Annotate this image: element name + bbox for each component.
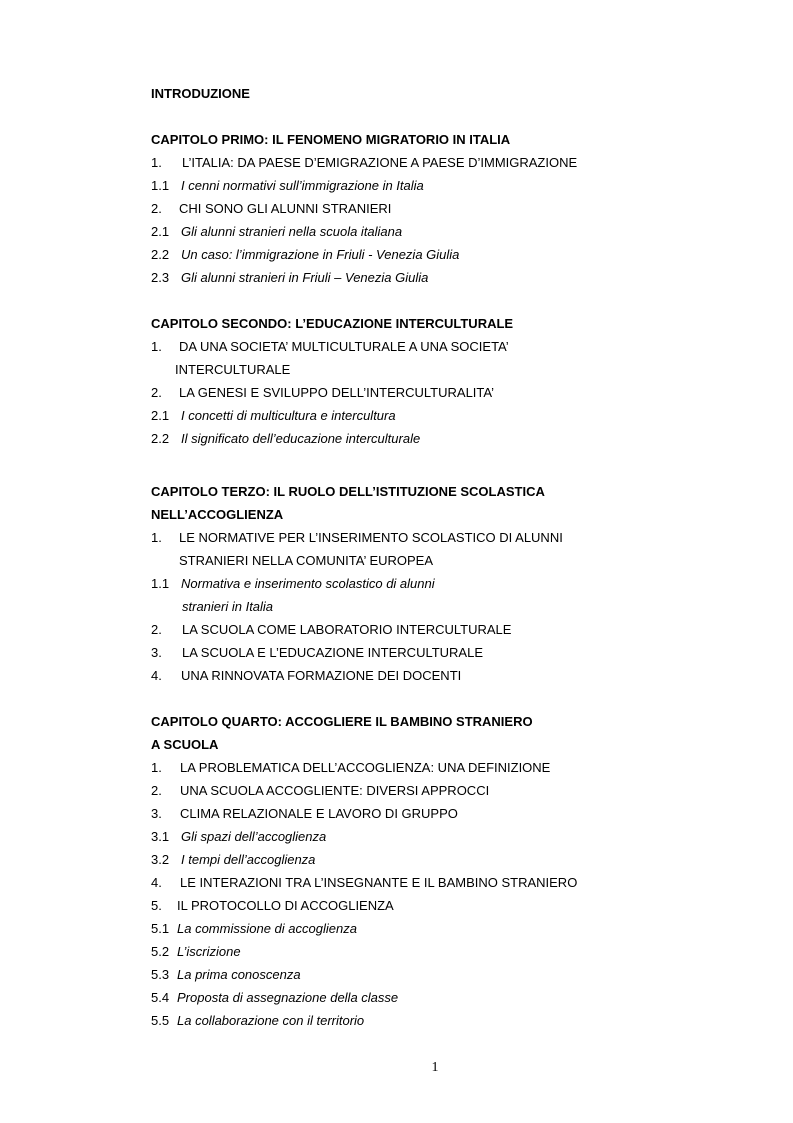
entry-text: IL PROTOCOLLO DI ACCOGLIENZA [177,898,394,913]
entry-text: CLIMA RELAZIONALE E LAVORO DI GRUPPO [180,806,458,821]
entry-text: Gli spazi dell’accoglienza [181,829,327,844]
entry-text: UNA SCUOLA ACCOGLIENTE: DIVERSI APPROCCI [180,783,490,798]
chapter-2-title: CAPITOLO SECONDO: L’EDUCAZIONE INTERCULTURALE [151,316,514,331]
entry-text: LA PROBLEMATICA DELL’ACCOGLIENZA: UNA DEFINIZIONE [180,760,551,775]
toc-entry [151,247,459,263]
entry-text: Gli alunni stranieri nella scuola italiana [181,224,403,239]
entry-number: 5.1 [151,921,170,936]
toc-entry [151,967,301,983]
toc-entry [151,760,550,776]
toc-entry [151,178,424,194]
chapter-3-title-continued: NELL’ACCOGLIENZA [151,507,284,522]
entry-number: 3. [151,806,162,821]
entry-text: Gli alunni stranieri in Friuli – Venezia Giulia [181,270,429,285]
entry-number: 1.1 [151,576,170,591]
entry-text: I cenni normativi sull’immigrazione in Italia [181,178,424,193]
entry-text: LA SCUOLA E L’EDUCAZIONE INTERCULTURALE [182,645,484,660]
toc-entry [151,806,458,822]
toc-entry [151,408,396,424]
entry-number: 5.5 [151,1013,170,1028]
entry-text: LE INTERAZIONI TRA L’INSEGNANTE E IL BAMBINO STRANIERO [180,875,578,890]
entry-number: 1. [151,530,162,545]
toc-entry [151,270,428,286]
toc-entry [151,783,489,799]
entry-number: 5.2 [151,944,170,959]
entry-text: UNA RINNOVATA FORMAZIONE DEI DOCENTI [181,668,462,683]
entry-number: 2. [151,622,162,637]
entry-number: 5. [151,898,162,913]
entry-number: 1. [151,155,162,170]
entry-text: LA SCUOLA COME LABORATORIO INTERCULTURALE [182,622,512,637]
toc-entry [151,898,394,914]
toc-entry [151,990,398,1006]
toc-entry [151,599,273,615]
toc-entry [151,385,494,401]
entry-text: I concetti di multicultura e intercultura [181,408,396,423]
toc-entry [151,155,577,171]
entry-text: La prima conoscenza [177,967,301,982]
entry-text: Proposta di assegnazione della classe [177,990,399,1005]
entry-number: 2.2 [151,247,170,262]
entry-number: 1. [151,339,162,354]
entry-number: 4. [151,668,162,683]
entry-number: 5.4 [151,990,170,1005]
toc-entry [151,944,241,960]
entry-text: LA GENESI E SVILUPPO DELL’INTERCULTURALITA’ [179,385,494,400]
chapter-4-title-continued: A SCUOLA [151,737,219,752]
entry-text: LE NORMATIVE PER L’INSERIMENTO SCOLASTICO DI ALUNNI [179,530,563,545]
toc-entry [151,362,290,378]
entry-text: L’iscrizione [177,944,241,959]
toc-entry [151,224,402,240]
toc-entry [151,645,483,661]
entry-number: 3.2 [151,852,170,867]
entry-number: 3. [151,645,162,660]
entry-text: DA UNA SOCIETA’ MULTICULTURALE A UNA SOCIETA’ [179,339,509,354]
entry-text: Il significato dell’educazione interculturale [181,431,421,446]
toc-entry [151,339,509,355]
entry-number: 2.2 [151,431,170,446]
toc-entry [151,576,435,592]
entry-number: 2. [151,385,162,400]
chapter-1-title: CAPITOLO PRIMO: IL FENOMENO MIGRATORIO IN ITALIA [151,132,511,147]
entry-number: 1.1 [151,178,170,193]
toc-entry [151,852,315,868]
entry-text: STRANIERI NELLA COMUNITA’ EUROPEA [179,553,434,568]
entry-number: 2.1 [151,408,170,423]
entry-number: 3.1 [151,829,170,844]
toc-entry [151,668,461,684]
entry-text: I tempi dell’accoglienza [181,852,316,867]
chapter-4-title: CAPITOLO QUARTO: ACCOGLIERE IL BAMBINO STRANIERO [151,714,533,729]
chapter-3-title: CAPITOLO TERZO: IL RUOLO DELL’ISTITUZIONE SCOLASTICA [151,484,545,499]
toc-introduzione: INTRODUZIONE [151,86,250,101]
toc-entry [151,1013,364,1029]
entry-number: 5.3 [151,967,170,982]
toc-entry [151,829,326,845]
entry-number: 2. [151,201,162,216]
entry-number: 2.3 [151,270,170,285]
entry-number: 2. [151,783,162,798]
toc-entry [151,622,511,638]
entry-text: Un caso: l’immigrazione in Friuli - Venezia Giulia [181,247,460,262]
toc-entry [151,201,391,217]
entry-text: stranieri in Italia [182,599,274,614]
entry-number: 2.1 [151,224,170,239]
toc-entry [151,921,357,937]
entry-number: 1. [151,760,162,775]
toc-entry [151,875,577,891]
entry-number: 4. [151,875,162,890]
entry-text: INTERCULTURALE [175,362,291,377]
toc-entry [151,553,433,569]
entry-text: La commissione di accoglienza [177,921,357,936]
toc-entry [151,431,420,447]
entry-text: Normativa e inserimento scolastico di alunni [181,576,435,591]
toc-entry [151,530,563,546]
entry-text: La collaborazione con il territorio [177,1013,365,1028]
entry-text: L’ITALIA: DA PAESE D’EMIGRAZIONE A PAESE D’IMMIGRAZIONE [182,155,578,170]
entry-text: CHI SONO GLI ALUNNI STRANIERI [179,201,392,216]
page-number: 1 [431,1060,439,1075]
